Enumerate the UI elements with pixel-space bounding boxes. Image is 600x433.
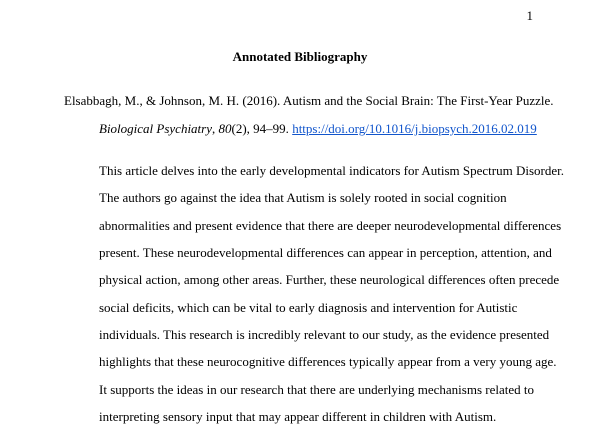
annotation-line: This article delves into the early developmental indicators for Autism Spectrum Disorder. bbox=[99, 163, 564, 178]
annotation-paragraph bbox=[99, 163, 564, 433]
issue-and-pages: (2), 94–99. bbox=[231, 121, 293, 136]
journal-title: Biological Psychiatry bbox=[99, 121, 213, 136]
citation-line-2 bbox=[64, 121, 540, 149]
doi-link[interactable]: https://doi.org/10.1016/j.biopsych.2016.02.019 bbox=[292, 121, 537, 136]
annotation-line: physical action, among other areas. Further, these neurological differences often precede bbox=[99, 272, 560, 288]
annotation-line: interpreting sensory input that may appear different in children with Autism. bbox=[99, 409, 497, 425]
document-title: Annotated Bibliography bbox=[232, 49, 368, 64]
citation-entry bbox=[64, 93, 554, 149]
page-number: 1 bbox=[526, 8, 533, 23]
annotation-line: individuals. This research is incredibly relevant to our study, as the evidence presented bbox=[99, 327, 550, 343]
citation-line-1: Elsabbagh, M., & Johnson, M. H. (2016). Autism and the Social Brain: The First-Year Puzzle. bbox=[64, 93, 554, 108]
annotation-line: social deficits, which can be vital to early diagnosis and intervention for Autistic bbox=[99, 299, 518, 315]
volume-number: 80 bbox=[218, 121, 232, 136]
annotation-line: It supports the ideas in our research that there are underlying mechanisms related to bbox=[99, 381, 534, 397]
citation-separator: , bbox=[212, 121, 219, 136]
annotation-line: present. These neurodevelopmental differences can appear in perception, attention, and bbox=[99, 245, 552, 261]
annotation-line: abnormalities and present evidence that there are deeper neurodevelopmental differences bbox=[99, 217, 562, 233]
annotation-line: highlights that these neurocognitive differences typically appear from a very young age. bbox=[99, 354, 557, 370]
annotation-line: The authors go against the idea that Autism is solely rooted in social cognition bbox=[99, 190, 507, 206]
